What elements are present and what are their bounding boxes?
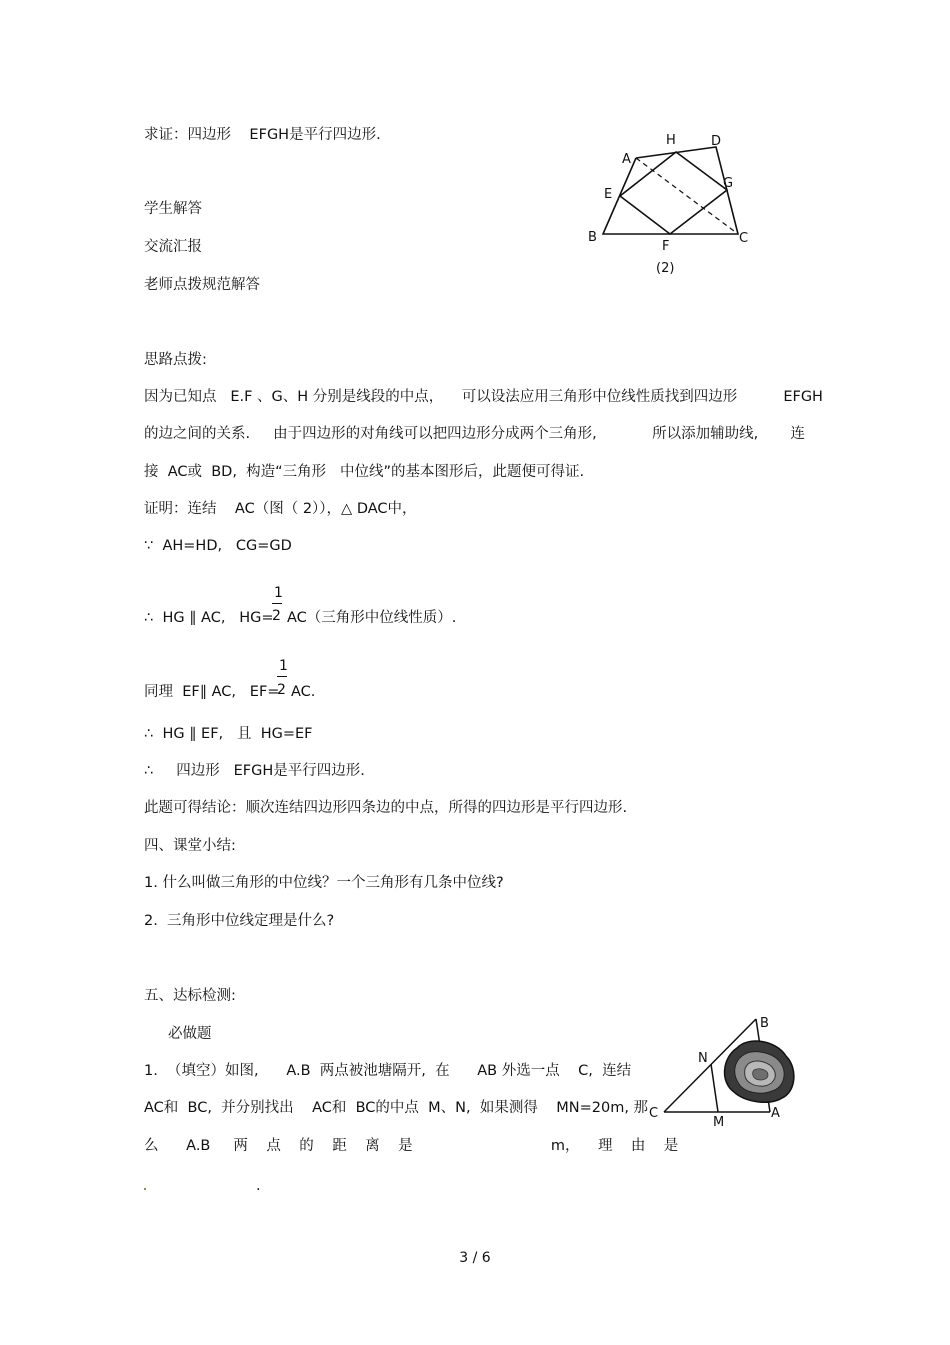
fraction-bar-2 [277,676,287,677]
label-c2: C [649,1106,659,1121]
fraction-bar [272,603,282,604]
summary-title: 四、课堂小结: [144,838,236,854]
conclusion: 此题可得结论：顺次连结四边形四条边的中点，所得的四边形是平行四边形. [144,800,628,816]
proof-line-4-left: 同理 EF∥ AC, EF= [144,684,280,700]
test-title: 五、达标检测: [144,988,236,1004]
figure-pond [645,1008,805,1133]
label-a: A [622,152,631,167]
page-number: 3 / 6 [459,1250,491,1266]
hint-line-1: 因为已知点 E.F 、G、H 分别是线段的中点， 可以设法应用三角形中位线性质找到四边形 EFGH [144,389,823,405]
label-g: G [723,176,734,191]
exercise-1-line-2: AC和 BC, 并分别找出 AC和 BC的中点 M、N, 如果测得 MN=20m, 那 [144,1100,649,1116]
proof-line-4-right: AC. [291,684,316,700]
label-b2: B [760,1016,769,1031]
proof-line-3-left: ∴ HG ∥ AC, HG= [144,610,274,626]
segment-nm [711,1064,718,1112]
prove-statement: 求证：四边形 EFGH是平行四边形. [144,127,381,143]
summary-question-2: 2. 三角形中位线定理是什么? [144,913,335,929]
hint-title: 思路点拨: [144,352,207,368]
proof-line-1: 证明：连结 AC（图（ 2）），△ DAC中， [144,501,417,517]
label-h: H [666,133,676,148]
fraction-numerator-2: 1 [279,658,288,674]
exchange-report-label: 交流汇报 [144,239,202,255]
answer-blank-mark [144,1188,146,1190]
label-n: N [698,1051,708,1066]
summary-question-1: 1. 什么叫做三角形的中位线？一个三角形有几条中位线? [144,875,504,891]
fraction-denominator: 2 [272,608,281,624]
proof-line-6: ∴ 四边形 EFGH是平行四边形. [144,763,365,779]
label-a2: A [771,1106,780,1121]
label-b: B [588,230,597,245]
student-answer-label: 学生解答 [144,201,202,217]
label-c: C [739,231,749,246]
exercise-1-line-3: 么 A.B 两 点 的 距 离 是 m， 理 由 是 [144,1138,679,1154]
hint-line-2: 的边之间的关系. 由于四边形的对角线可以把四边形分成两个三角形, 所以添加辅助线, 连 [144,426,805,442]
label-f: F [662,239,670,254]
fraction-denominator-2: 2 [277,682,286,698]
pond-icon [725,1041,794,1102]
label-m: M [713,1115,725,1130]
required-label: 必做题 [168,1026,212,1042]
proof-line-2: ∵ AH=HD, CG=GD [144,538,292,554]
proof-line-5: ∴ HG ∥ EF, 且 HG=EF [144,726,313,742]
figure-quadrilateral [580,125,760,285]
label-e: E [604,187,613,202]
exercise-1-line-4: . [256,1178,261,1194]
diagonal-ac [636,158,738,234]
proof-line-3-right: AC（三角形中位线性质）. [287,610,457,626]
exercise-1-line-1: 1. （填空）如图, A.B 两点被池塘隔开, 在 AB 外选一点 C, 连结 [144,1063,632,1079]
label-d: D [711,134,722,149]
teacher-guide-label: 老师点拨规范解答 [144,277,260,293]
hint-line-3: 接 AC或 BD, 构造“三角形 中位线”的基本图形后，此题便可得证. [144,464,585,480]
fraction-numerator: 1 [274,585,283,601]
midpoint-quad [620,152,727,234]
figure-caption: (2) [656,261,675,276]
